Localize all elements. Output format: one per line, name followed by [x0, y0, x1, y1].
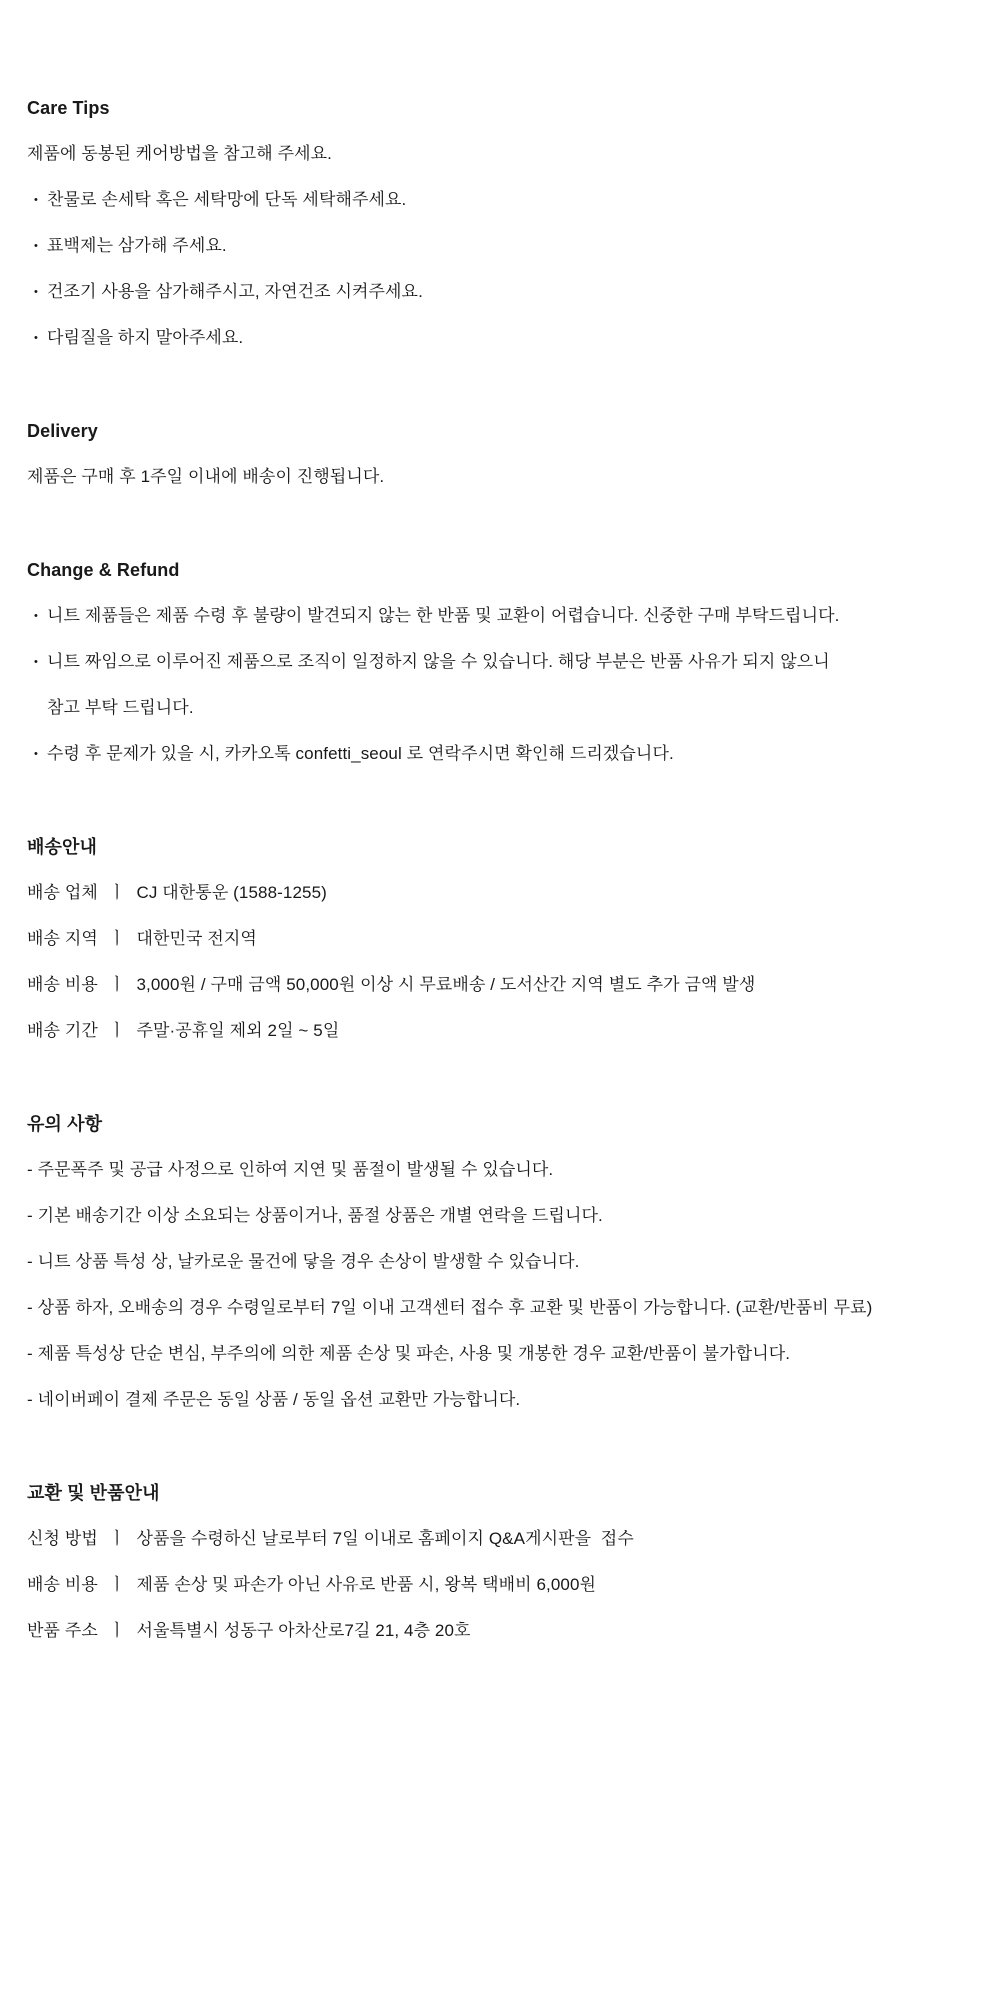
separator-bar: ㅣ	[108, 1575, 126, 1594]
note-line: - 주문폭주 및 공급 사정으로 인하여 지연 및 품절이 발생될 수 있습니다.	[27, 1160, 554, 1179]
info-line	[27, 1562, 970, 1608]
bullet-text: 니트 짜임으로 이루어진 제품으로 조직이 일정하지 않을 수 있습니다. 해당 부분은 반품 사유가 되지 않으니	[47, 652, 830, 671]
bullet-item	[27, 269, 970, 315]
section-heading: Change & Refund	[27, 560, 180, 580]
section-heading: Delivery	[27, 421, 98, 441]
section-heading: 교환 및 반품안내	[27, 1483, 160, 1503]
section-change-refund	[27, 547, 970, 777]
bullet-icon: •	[34, 240, 38, 252]
info-line	[27, 1516, 970, 1562]
bullet-item	[27, 593, 970, 639]
section-delivery	[27, 408, 970, 500]
info-line	[27, 870, 970, 916]
bullet-text: 다림질을 하지 말아주세요.	[47, 328, 244, 347]
separator-bar: ㅣ	[108, 975, 126, 994]
info-value: 3,000원 / 구매 금액 50,000원 이상 시 무료배송 / 도서산간 지역 별도 추가 금액 발생	[136, 975, 756, 994]
info-label: 배송 지역	[27, 929, 98, 948]
info-value: 서울특별시 성동구 아차산로7길 21, 4층 20호	[136, 1621, 471, 1640]
paragraph: 제품에 동봉된 케어방법을 참고해 주세요.	[27, 144, 332, 163]
section-care-tips	[27, 85, 970, 361]
bullet-text: 니트 제품들은 제품 수령 후 불량이 발견되지 않는 한 반품 및 교환이 어렵습니다. 신중한 구매 부탁드립니다.	[47, 606, 840, 625]
note-line: - 니트 상품 특성 상, 날카로운 물건에 닿을 경우 손상이 발생할 수 있습니다.	[27, 1252, 580, 1271]
info-label: 신청 방법	[27, 1529, 98, 1548]
bullet-text: 표백제는 삼가해 주세요.	[47, 236, 227, 255]
section-heading: 유의 사항	[27, 1114, 103, 1134]
separator-bar: ㅣ	[108, 1529, 126, 1548]
separator-bar: ㅣ	[108, 883, 126, 902]
bullet-item	[27, 639, 970, 685]
section-notes	[27, 1101, 970, 1423]
paragraph: 제품은 구매 후 1주일 이내에 배송이 진행됩니다.	[27, 467, 385, 486]
info-label: 반품 주소	[27, 1621, 98, 1640]
bullet-text: 건조기 사용을 삼가해주시고, 자연건조 시켜주세요.	[47, 282, 423, 301]
info-line	[27, 962, 970, 1008]
section-heading: Care Tips	[27, 98, 110, 118]
note-line: - 제품 특성상 단순 변심, 부주의에 의한 제품 손상 및 파손, 사용 및 개봉한 경우 교환/반품이 불가합니다.	[27, 1344, 791, 1363]
section-exchange-return-guide	[27, 1470, 970, 1654]
info-value: CJ 대한통운 (1588-1255)	[136, 883, 327, 902]
info-label: 배송 업체	[27, 883, 98, 902]
info-value: 제품 손상 및 파손가 아닌 사유로 반품 시, 왕복 택배비 6,000원	[136, 1575, 597, 1594]
bullet-icon: •	[34, 748, 38, 760]
bullet-icon: •	[34, 332, 38, 344]
bullet-item	[27, 731, 970, 777]
bullet-icon: •	[34, 194, 38, 206]
section-shipping-guide	[27, 824, 970, 1054]
continuation-line: 참고 부탁 드립니다.	[47, 698, 194, 717]
bullet-text: 수령 후 문제가 있을 시, 카카오톡 confetti_seoul 로 연락주시면 확인해 드리겠습니다.	[47, 744, 674, 763]
info-label: 배송 비용	[27, 975, 98, 994]
bullet-icon: •	[34, 656, 38, 668]
bullet-item	[27, 315, 970, 361]
info-value: 대한민국 전지역	[136, 929, 257, 948]
separator-bar: ㅣ	[108, 929, 126, 948]
bullet-icon: •	[34, 286, 38, 298]
bullet-text: 찬물로 손세탁 혹은 세탁망에 단독 세탁해주세요.	[47, 190, 407, 209]
info-line	[27, 1008, 970, 1054]
info-label: 배송 비용	[27, 1575, 98, 1594]
info-line	[27, 1608, 970, 1654]
note-line: - 기본 배송기간 이상 소요되는 상품이거나, 품절 상품은 개별 연락을 드립니다.	[27, 1206, 603, 1225]
note-line: - 상품 하자, 오배송의 경우 수령일로부터 7일 이내 고객센터 접수 후 교환 및 반품이 가능합니다. (교환/반품비 무료)	[27, 1298, 873, 1317]
section-heading: 배송안내	[27, 837, 97, 857]
bullet-icon: •	[34, 610, 38, 622]
info-label: 배송 기간	[27, 1021, 98, 1040]
info-line	[27, 916, 970, 962]
note-line: - 네이버페이 결제 주문은 동일 상품 / 동일 옵션 교환만 가능합니다.	[27, 1390, 521, 1409]
info-value: 주말·공휴일 제외 2일 ~ 5일	[136, 1021, 340, 1040]
separator-bar: ㅣ	[108, 1021, 126, 1040]
info-value: 상품을 수령하신 날로부터 7일 이내로 홈페이지 Q&A게시판을 접수	[136, 1529, 634, 1548]
bullet-item	[27, 177, 970, 223]
bullet-item	[27, 223, 970, 269]
separator-bar: ㅣ	[108, 1621, 126, 1640]
